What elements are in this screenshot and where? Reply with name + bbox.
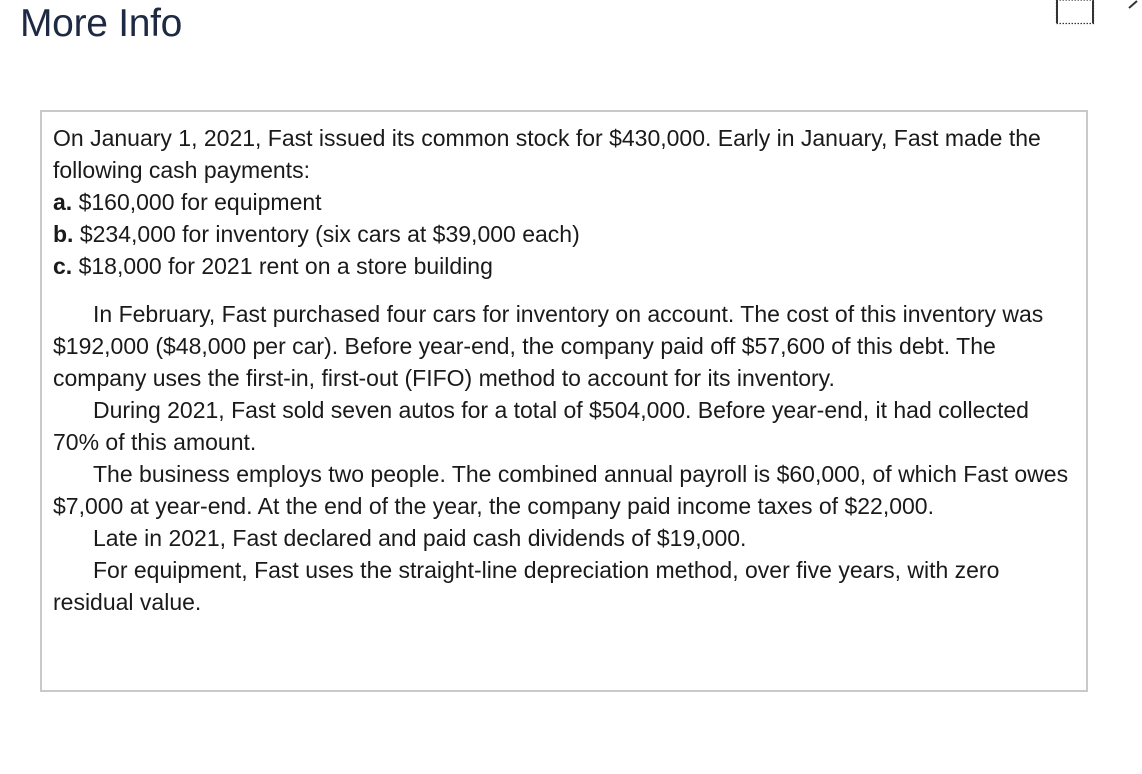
more-info-panel	[40, 110, 1088, 692]
payment-item-text: $18,000 for 2021 rent on a store building	[78, 253, 493, 279]
sales-paragraph: During 2021, Fast sold seven autos for a total of $504,000. Before year-end, it had collected 70% of this amount.	[53, 397, 1029, 455]
close-chevron-icon[interactable]	[1127, 0, 1142, 10]
payment-item-c	[53, 250, 1076, 282]
intro-paragraph: On January 1, 2021, Fast issued its common stock for $430,000. Early in January, Fast made the following cash payments:	[53, 125, 1041, 183]
depreciation-paragraph: For equipment, Fast uses the straight-line depreciation method, over five years, with zero residual value.	[53, 557, 1000, 615]
payment-item-text: $234,000 for inventory (six cars at $39,000 each)	[79, 221, 580, 247]
payment-item-text: $160,000 for equipment	[78, 189, 322, 215]
payment-item-letter: c.	[53, 253, 73, 279]
payment-item-letter: a.	[53, 189, 73, 215]
inventory-purchase-paragraph: In February, Fast purchased four cars for inventory on account. The cost of this inventory was $192,000 ($48,000 per car). Before year-end, the company paid off $57,600 of this debt. The company uses the first-in, first-out (FIFO) method to account for its inventory.	[53, 301, 1044, 391]
dialog-title: More Info	[20, 2, 183, 45]
payroll-paragraph: The business employs two people. The combined annual payroll is $60,000, of which Fast owes $7,000 at year-end. At the end of the year, the company paid income taxes of $22,000.	[53, 461, 1069, 519]
payment-item-letter: b.	[53, 221, 74, 247]
payment-item-b	[53, 218, 1076, 250]
payment-item-a	[53, 186, 1076, 218]
dividends-paragraph: Late in 2021, Fast declared and paid cash dividends of $19,000.	[93, 525, 747, 551]
window-restore-icon[interactable]	[1055, 0, 1095, 25]
